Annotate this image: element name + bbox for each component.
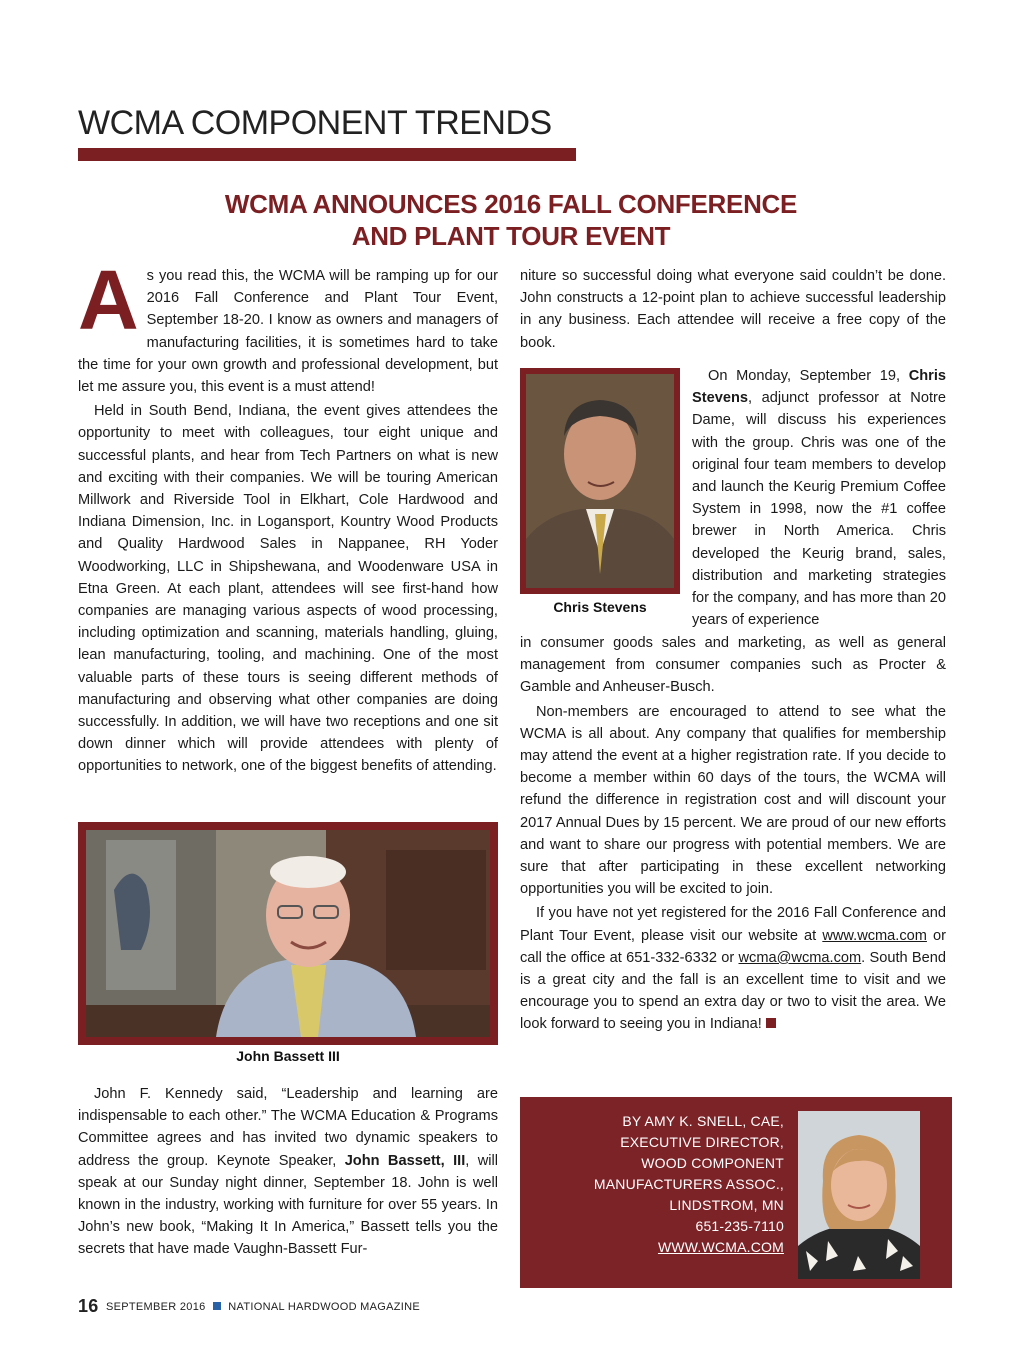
page-footer	[78, 1296, 420, 1317]
author-box	[520, 1097, 952, 1288]
left-column-bottom	[78, 1083, 498, 1263]
page-number: 16	[78, 1296, 99, 1316]
author-byline: BY AMY K. SNELL, CAE,	[622, 1113, 784, 1129]
photo-john-bassett	[78, 822, 498, 1045]
footer-square-icon	[213, 1302, 221, 1310]
paragraph-held: Held in South Bend, Indiana, the event gives attendees the opportunity to meet with colleagues, tour eight unique and successful plants, and hear from Tech Partners on what is new and exciting with their companies. We will be touring American Millwork and Riverside Tool in Elkhart, Cole Hardwood and Indiana Dimension, Inc. in Logansport, Kountry Wood Products and Quality Hardwood Sales in Nappanee, RH Yoder Woodworking, LLC in Shipshewana, and Woodenware USA in Etna Green. At each plant, attendees will see first-hand how companies are managing various aspects of wood processing, including optimization and scanning, materials handling, gluing, lean manufacturing, tooling, and machining. One of the most valuable parts of these tours is seeing different methods of manufacturing and observing what other companies are doing successfully. In addition, we will have two receptions and one sit down dinner which will provide attendees with plenty of opportunities to network, one of the biggest benefits of attending.	[78, 403, 498, 775]
jfk-bold-name: John Bassett, III	[344, 1152, 466, 1169]
author-phone: 651-235-7110	[695, 1218, 784, 1234]
headline-line-2: AND PLANT TOUR EVENT	[351, 221, 671, 251]
intro-paragraph	[78, 253, 498, 398]
caption-john-bassett: John Bassett III	[236, 1048, 340, 1064]
intro-text: s you read this, the WCMA will be ramping up for our 2016 Fall Conference and Plant Tour Event, September 18-20. I know as owners and managers of manufacturing facilities, it is sometimes hard to take the time for your own growth and professional development, but let me assure you, this event is a must attend!	[78, 268, 498, 396]
author-location: LINDSTROM, MN	[669, 1197, 784, 1213]
chris-stevens-image	[526, 374, 674, 588]
register-text-end: . South Bend is a great city and the fall is an excellent time to visit and we encourage you to spend an extra day or two to visit the area. We look forward to seeing you in Indiana!	[520, 949, 946, 1033]
drop-cap: A	[78, 253, 139, 347]
paragraph-monday	[692, 365, 946, 631]
footer-issue: SEPTEMBER 2016	[105, 1301, 206, 1313]
footer-magazine: NATIONAL HARDWOOD MAGAZINE	[228, 1301, 421, 1313]
photo-amy-snell	[798, 1111, 920, 1279]
paragraph-register	[520, 902, 946, 1035]
author-org-line-2: MANUFACTURERS ASSOC.,	[593, 1176, 784, 1192]
monday-text-end: , adjunct professor at Notre Dame, will discuss his experiences with the group. Chris was one of the original four team members to develop and launch the Keurig Premium Coffee System in 1998, now the #1 coffee brewer in North America. Chris developed the Keurig brand, sales, distribution and marketing strategies for the company, and has more than 20 years of experience	[692, 390, 946, 629]
author-website-link[interactable]: WWW.WCMA.COM	[657, 1239, 784, 1255]
paragraph-jfk	[78, 1083, 498, 1261]
end-of-article-mark	[766, 1018, 776, 1028]
monday-bold-name: Chris Stevens	[692, 368, 946, 407]
jfk-text-start: John F. Kennedy said, “Leadership and learning are indispensable to each other.” The WCMA Education & Programs Committee agrees and has invited two dynamic speakers to address the group. Keynote Speaker,	[78, 1086, 498, 1169]
photo-chris-stevens	[520, 368, 680, 594]
paragraph-nonmembers: Non-members are encouraged to attend to see what the WCMA is all about. Any company that qualifies for membership may attend the event at a higher registration rate. If you decide to become a member within 60 days of the tours, the WCMA will refund the difference in registration cost and will discount your 2017 Annual Dues by 15 percent. We are proud of our new efforts and want to share our progress with potential members. We are sure that after participating in these excellent networking opportunities you will be excited to join.	[520, 703, 946, 898]
email-link[interactable]: wcma@wcma.com	[738, 949, 862, 966]
left-column-top	[78, 253, 498, 780]
chris-stevens-paragraph	[692, 365, 946, 633]
author-credits	[594, 1111, 784, 1258]
article-headline	[78, 188, 944, 252]
author-org-line-1: WOOD COMPONENT	[641, 1155, 784, 1171]
register-text-start: If you have not yet registered for the 2016 Fall Conference and Plant Tour Event, please visit our website at	[520, 905, 946, 944]
right-column-middle	[520, 632, 946, 1038]
section-rule	[78, 148, 576, 161]
paragraph-niture: niture so successful doing what everyone said couldn’t be done. John constructs a 12-point plan to achieve successful leadership in any business. Each attendee will receive a free copy of the book.	[520, 268, 946, 351]
john-bassett-image	[86, 830, 490, 1037]
register-text-middle: or call the office at 651-332-6332 or	[520, 927, 946, 966]
author-title: EXECUTIVE DIRECTOR,	[620, 1134, 784, 1150]
jfk-text-end: , will speak at our Sunday night dinner, September 18. John is well known in the industry, working with furniture for over 55 years. In John’s new book, “Making It In America,” Bassett tells you the secrets that have made Vaughn-Bassett Fur-	[78, 1152, 498, 1258]
website-link[interactable]: www.wcma.com	[822, 927, 927, 944]
caption-chris-stevens: Chris Stevens	[553, 599, 647, 615]
headline-line-1: WCMA ANNOUNCES 2016 FALL CONFERENCE	[224, 189, 798, 219]
section-title: WCMA COMPONENT TRENDS	[78, 104, 552, 142]
right-column-top	[520, 265, 946, 356]
monday-text-start: On Monday, September 19,	[708, 368, 909, 384]
paragraph-consumer: in consumer goods sales and marketing, as well as general management from consumer companies such as Procter & Gamble and Anheuser-Busch.	[520, 635, 946, 696]
